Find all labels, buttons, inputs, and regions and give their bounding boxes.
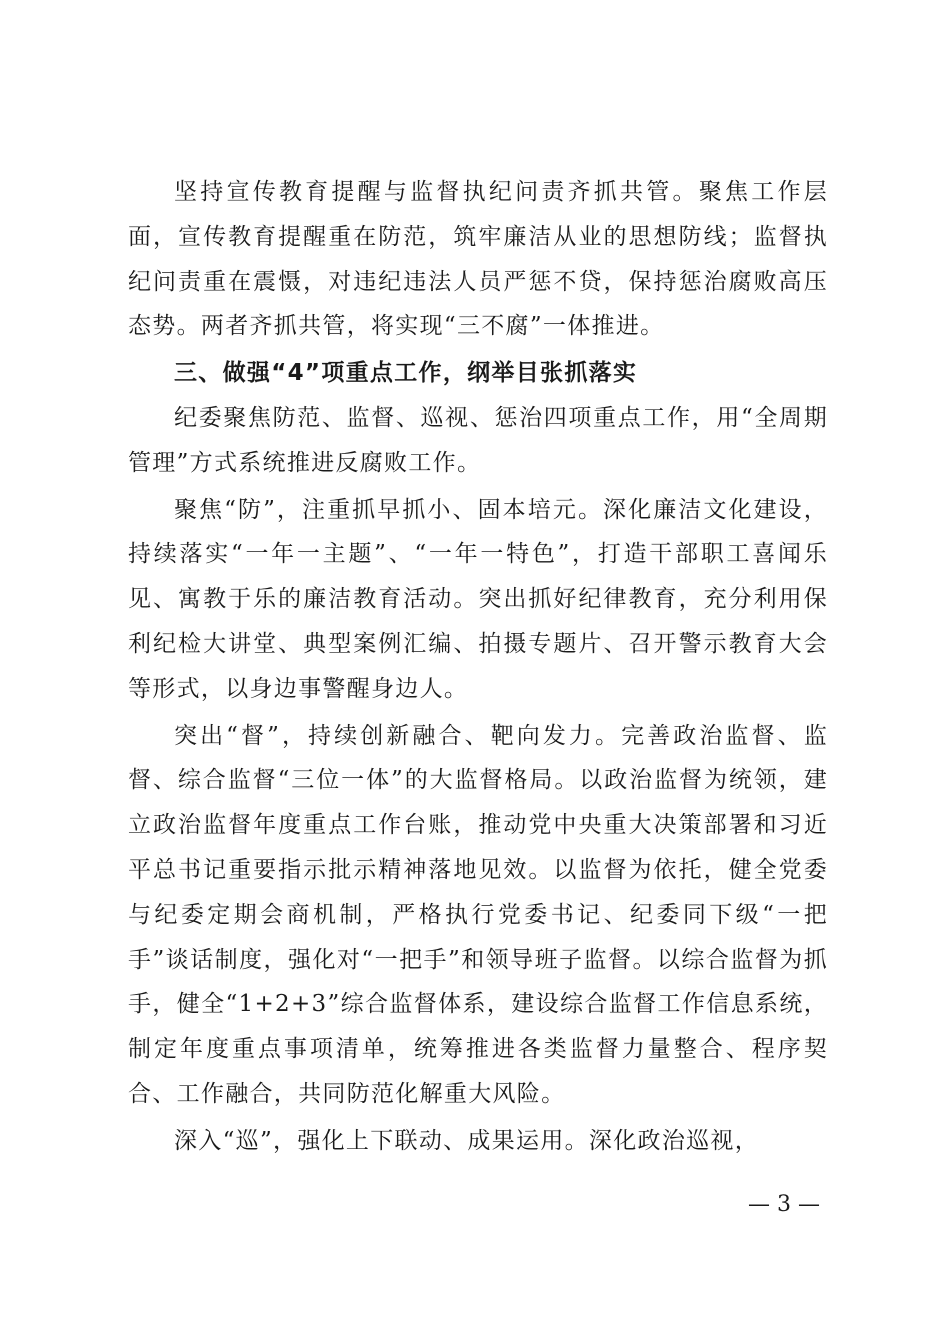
paragraph-education-supervision: 坚持宣传教育提醒与监督执纪问责齐抓共管。聚焦工作层面，宣传教育提醒重在防范，筑牢廉洁从业的思想防线；监督执纪问责重在震慑，对违纪违法人员严惩不贷，保持惩治腐败高压态势。两者齐抓共管，将实现“三不腐”一体推进。 (128, 179, 828, 340)
document-body (128, 170, 828, 1164)
paragraph-four-key-tasks: 纪委聚焦防范、监督、巡视、惩治四项重点工作，用“全周期管理”方式系统推进反腐败工作。 (128, 404, 828, 476)
section-heading-three: 三、做强“4”项重点工作，纲举目张抓落实 (174, 360, 638, 387)
page-number: — 3 — (748, 1192, 820, 1217)
paragraph-prevention: 聚焦“防”，注重抓早抓小、固本培元。深化廉洁文化建设，持续落实“一年一主题”、“一年一特色”，打造干部职工喜闻乐见、寓教于乐的廉洁教育活动。突出抓好纪律教育，充分利用保利纪检大讲堂、典型案例汇编、拍摄专题片、召开警示教育大会等形式，以身边事警醒身边人。 (128, 496, 828, 702)
paragraph-supervision: 突出“督”，持续创新融合、靶向发力。完善政治监督、监督、综合监督“三位一体”的大监督格局。以政治监督为统领，建立政治监督年度重点工作台账，推动党中央重大决策部署和习近平总书记重要指示批示精神落地见效。以监督为依托，健全党委与纪委定期会商机制，严格执行党委书记、纪委同下级“一把手”谈话制度，强化对“一把手”和领导班子监督。以综合监督为抓手，健全“1+2+3”综合监督体系，建设综合监督工作信息系统，制定年度重点事项清单，统筹推进各类监督力量整合、程序契合、工作融合，共同防范化解重大风险。 (128, 722, 828, 1107)
paragraph-inspection: 深入“巡”，强化上下联动、成果运用。深化政治巡视， (174, 1127, 760, 1154)
